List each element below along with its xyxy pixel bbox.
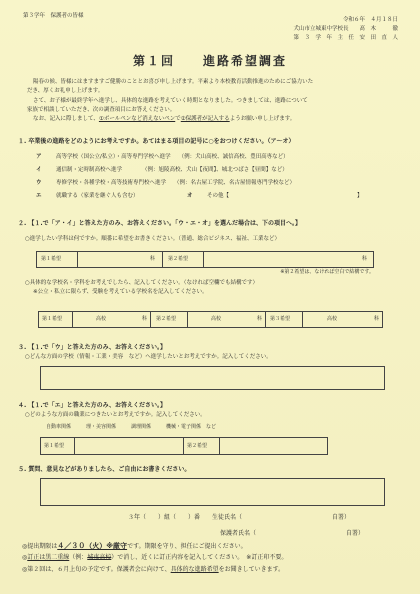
intro-line-4: 家族で相談していただき、次の調査項目にお答えください。 [27,107,176,113]
option-key: ア [36,154,42,160]
intro-pen-note: ①ボールペンなど消えないペン [98,116,176,122]
school-choice-1-label: 第１希望 [42,316,63,322]
deadline-date: ４／３０（火）※厳守 [57,542,128,550]
bullet: ◎ [22,554,28,561]
next-tail: をお聞きしていきます。 [218,566,285,573]
suffix-ka: 科 [374,316,380,322]
q5-heading: ５. 質問、意見などがありましたら、ご自由にお書きください。 [18,466,191,473]
divider [162,251,163,268]
suffix-ka: 科 [142,316,148,322]
choice-2-label: 第２希望 [168,256,189,262]
q4-sub: ○どのような方面の職業につきたいとお考えですか。記入してください。 [25,412,206,418]
example-open: （例： [69,554,88,561]
school-choice-3-field[interactable] [304,313,381,326]
intro-line-5 [33,116,295,124]
q1-option-u[interactable] [36,180,295,188]
option-text: 高等学校（国公立/私立）・高等専門学校へ進学 [56,154,171,160]
option-key: エ [36,193,42,199]
divider [72,311,73,328]
choice-1-label: 第１希望 [41,256,62,262]
job-choice-2-label: 第２希望 [187,443,208,449]
footer-next [22,566,284,574]
q1-option-i[interactable] [36,167,288,175]
intro-line-1: 陽春の候、皆様にはますますご健勝のこととお喜び申し上げます。平素より本校教育活動推進のためにご協力いた [33,79,314,85]
q1-option-e[interactable] [36,193,139,201]
student-sign-line[interactable]: ３年（ ）組（ ）番 生徒氏名（ 自署） [128,514,351,521]
school-choice-3-label: 第３希望 [270,316,291,322]
divider [187,311,188,328]
option-text: 就職する（家業を継ぐ人も含む） [56,193,139,199]
parent-sign-line[interactable]: 保護者氏名（ 自署） [220,530,365,537]
q1-option-a[interactable] [36,154,289,162]
suffix-koukou: 高校 [211,316,222,322]
option-key: オ [187,193,193,199]
intro-parent-note: ②保護者が記入する [180,116,230,122]
divider [74,437,75,455]
q2-sub-note: ※公立・私立に限らず、受験を考えている学校名を記入してください。 [33,289,208,295]
suffix-koukou: 高校 [96,316,107,322]
intro-join: で [175,116,181,122]
date: 令和６年 ４月１８日 [342,17,398,23]
divider [77,251,78,268]
option-key: イ [36,167,42,173]
next-lead: ◎第２回は、６月上旬の予定です。保護者会に向けて、 [22,566,171,573]
school-choice-2-field[interactable] [189,313,263,326]
option-example: （例：犬山高校、誠信高校、豊田高専など） [178,154,289,160]
course-choice-2-field[interactable] [206,253,356,266]
choice-note: ※第２希望は、なければ空白で結構です。 [280,269,374,275]
job-choice-1-field[interactable] [76,439,181,453]
intro-request: ようお願い申し上げます。 [229,116,296,122]
divider [183,437,184,455]
q1-option-o[interactable] [187,193,363,201]
option-text: 専修学校・各種学校・高等技術専門校へ進学 [56,180,167,186]
struck-example: 城東高校 [87,554,112,561]
suffix-ka: 科 [150,256,156,262]
intro-line-3: さて、お子様が最終学年へ進学し、具体的な進路を考えていく時期となりました。つきましては、進路について [33,98,308,104]
q3-sub: ○どんな方面の学校（情報・工業・美容 など）へ進学したいとお考えですか。記入してください。 [25,354,272,360]
q3-answer-box[interactable] [40,366,385,390]
next-focus: 具体的な進路希望 [170,566,219,573]
q1-heading: １. 卒業後の進路をどのようにお考えですか。あてはまる項目の記号に○をおつけください。（ア～オ） [18,138,295,145]
grade-head: 第 ３ 学 年 主 任 安 田 直 人 [293,35,398,41]
suffix-koukou: 高校 [327,316,338,322]
recipient: 第３学年 保護者の皆様 [23,13,84,19]
q2-sub-school: ○具体的な学校名・学科をお考えでしたら、記入してください。（なければ空欄でも結構です） [25,280,259,286]
q4-examples: 自動車関係 理・美容関係 調理関係 機械・電子関係 など [46,424,217,430]
principal: 犬山市立城東中学校長 髙 木 徹 [293,26,398,32]
intro-note: なお、記入に際しまして、 [33,116,99,122]
correction-tail: ）で消し、近くに訂正内容を記入してください。 ※訂正印不要。 [111,554,288,561]
q5-answer-box[interactable] [40,478,385,506]
bracket-close: 】 [357,193,363,199]
footer-correction [22,554,287,562]
suffix-ka: 科 [257,316,263,322]
course-choice-1-field[interactable] [80,253,160,266]
divider [203,251,204,268]
option-example: （例：名古屋工学院、名古屋情報専門学校など） [174,180,296,186]
divider [219,437,220,455]
q4-heading: ４. 【１.で「エ」と答えた方のみ、お答えください。】 [18,402,167,409]
q3-heading: ３. 【１.で「ウ」と答えた方のみ、お答えください。】 [18,344,167,351]
deadline-lead: ◎提出期限は [22,543,58,550]
job-choice-2-field[interactable] [221,439,326,453]
job-choice-1-label: 第１希望 [44,443,65,449]
q2-sub-course: ○進学したい学科は何ですか。順番に希望をお書きください。（普通、総合ビジネス、福祉、工業など） [25,236,281,242]
q2-heading: ２. 【１.で「ア・イ」と答えた方のみ、お答えください。「ウ・エ・オ」を選んだ場合は、下の項目へ。】 [18,220,302,227]
school-choice-1-field[interactable] [74,313,148,326]
divider [265,311,266,328]
option-text: その他【 [207,193,230,199]
correction-rule: 訂正は黒二重線 [27,554,70,561]
deadline-tail: です。期限を守り、担任にご提出ください。 [127,543,247,550]
school-choice-2-label: 第２希望 [156,316,177,322]
page-title: 第１回 進路希望調査 [132,54,287,68]
divider [150,311,151,328]
suffix-ka: 科 [362,256,368,262]
option-key: ウ [36,180,42,186]
option-text: 通信制・定時制高校へ進学 [56,167,123,173]
footer-deadline [22,542,247,551]
option-example: （例：旭陵高校、犬山【夜間】、城北つばさ【昼間】など） [142,167,288,173]
intro-line-2: だき、厚くお礼申し上げます。 [27,88,104,94]
divider [302,311,303,328]
